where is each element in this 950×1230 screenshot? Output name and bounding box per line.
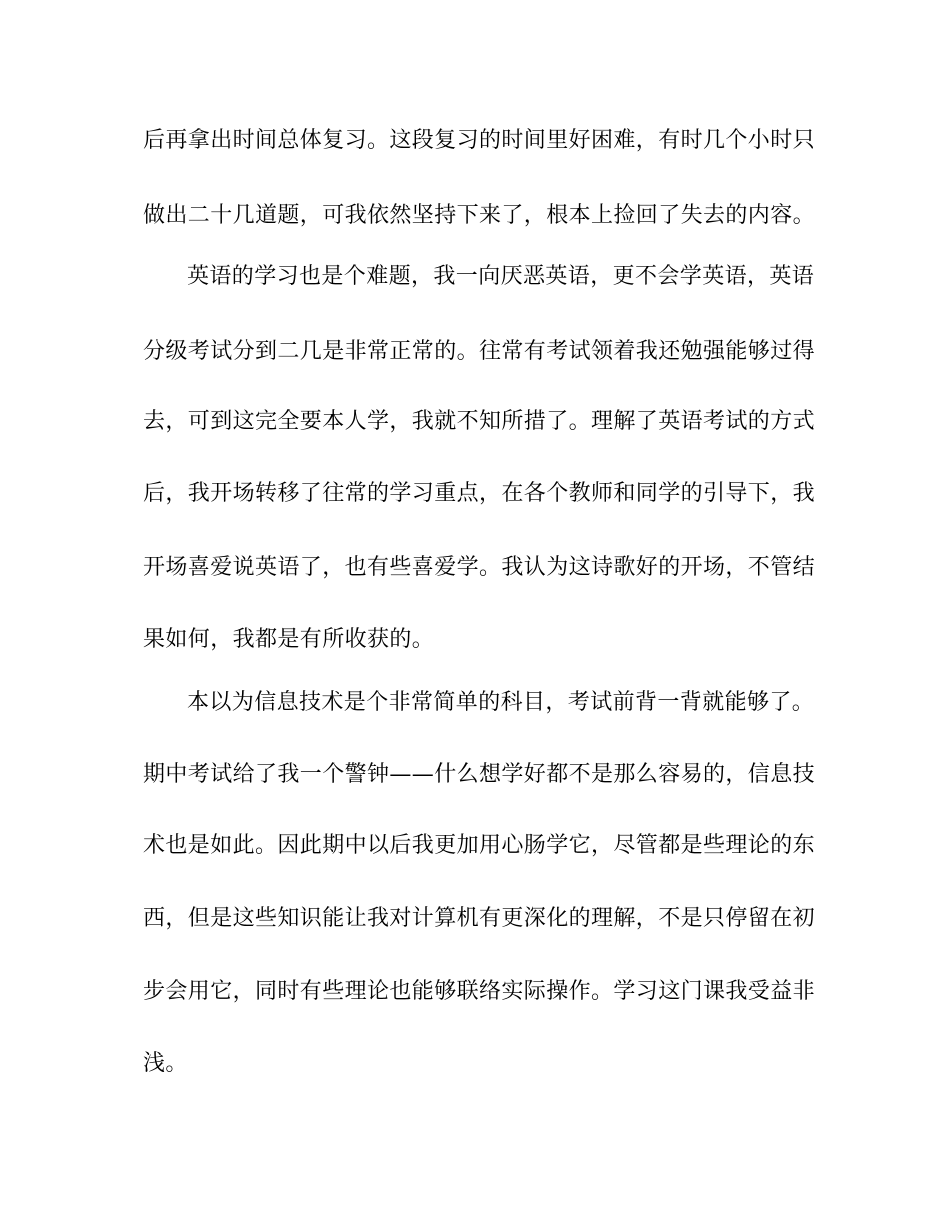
text-line: 后，我开场转移了往常的学习重点，在各个教师和同学的引导下，我 [143, 481, 816, 506]
text-line: 步会用它，同时有些理论也能够联络实际操作。学习这门课我受益非 [143, 979, 816, 1004]
text-line: 浅。 [143, 1051, 188, 1076]
paragraph-first-line: 英语的学习也是个难题，我一向厌恶英语，更不会学英语，英语 [187, 264, 815, 289]
text-line: 果如何，我都是有所收获的。 [143, 627, 435, 652]
text-line: 术也是如此。因此期中以后我更加用心肠学它，尽管都是些理论的东 [143, 833, 816, 858]
paragraph-first-line: 本以为信息技术是个非常简单的科目，考试前背一背就能够了。 [187, 690, 815, 715]
text-line: 期中考试给了我一个警钟——什么想学好都不是那么容易的，信息技 [143, 762, 816, 787]
text-line: 后再拿出时间总体复习。这段复习的时间里好困难，有时几个小时只 [143, 128, 816, 153]
text-line: 去，可到这完全要本人学，我就不知所措了。理解了英语考试的方式 [143, 409, 816, 434]
text-line: 西，但是这些知识能让我对计算机有更深化的理解，不是只停留在初 [143, 906, 816, 931]
text-line: 开场喜爱说英语了，也有些喜爱学。我认为这诗歌好的开场，不管结 [143, 555, 816, 580]
text-line: 分级考试分到二几是非常正常的。往常有考试领着我还勉强能够过得 [143, 339, 816, 364]
text-line: 做出二十几道题，可我依然坚持下来了，根本上捡回了失去的内容。 [143, 203, 816, 228]
